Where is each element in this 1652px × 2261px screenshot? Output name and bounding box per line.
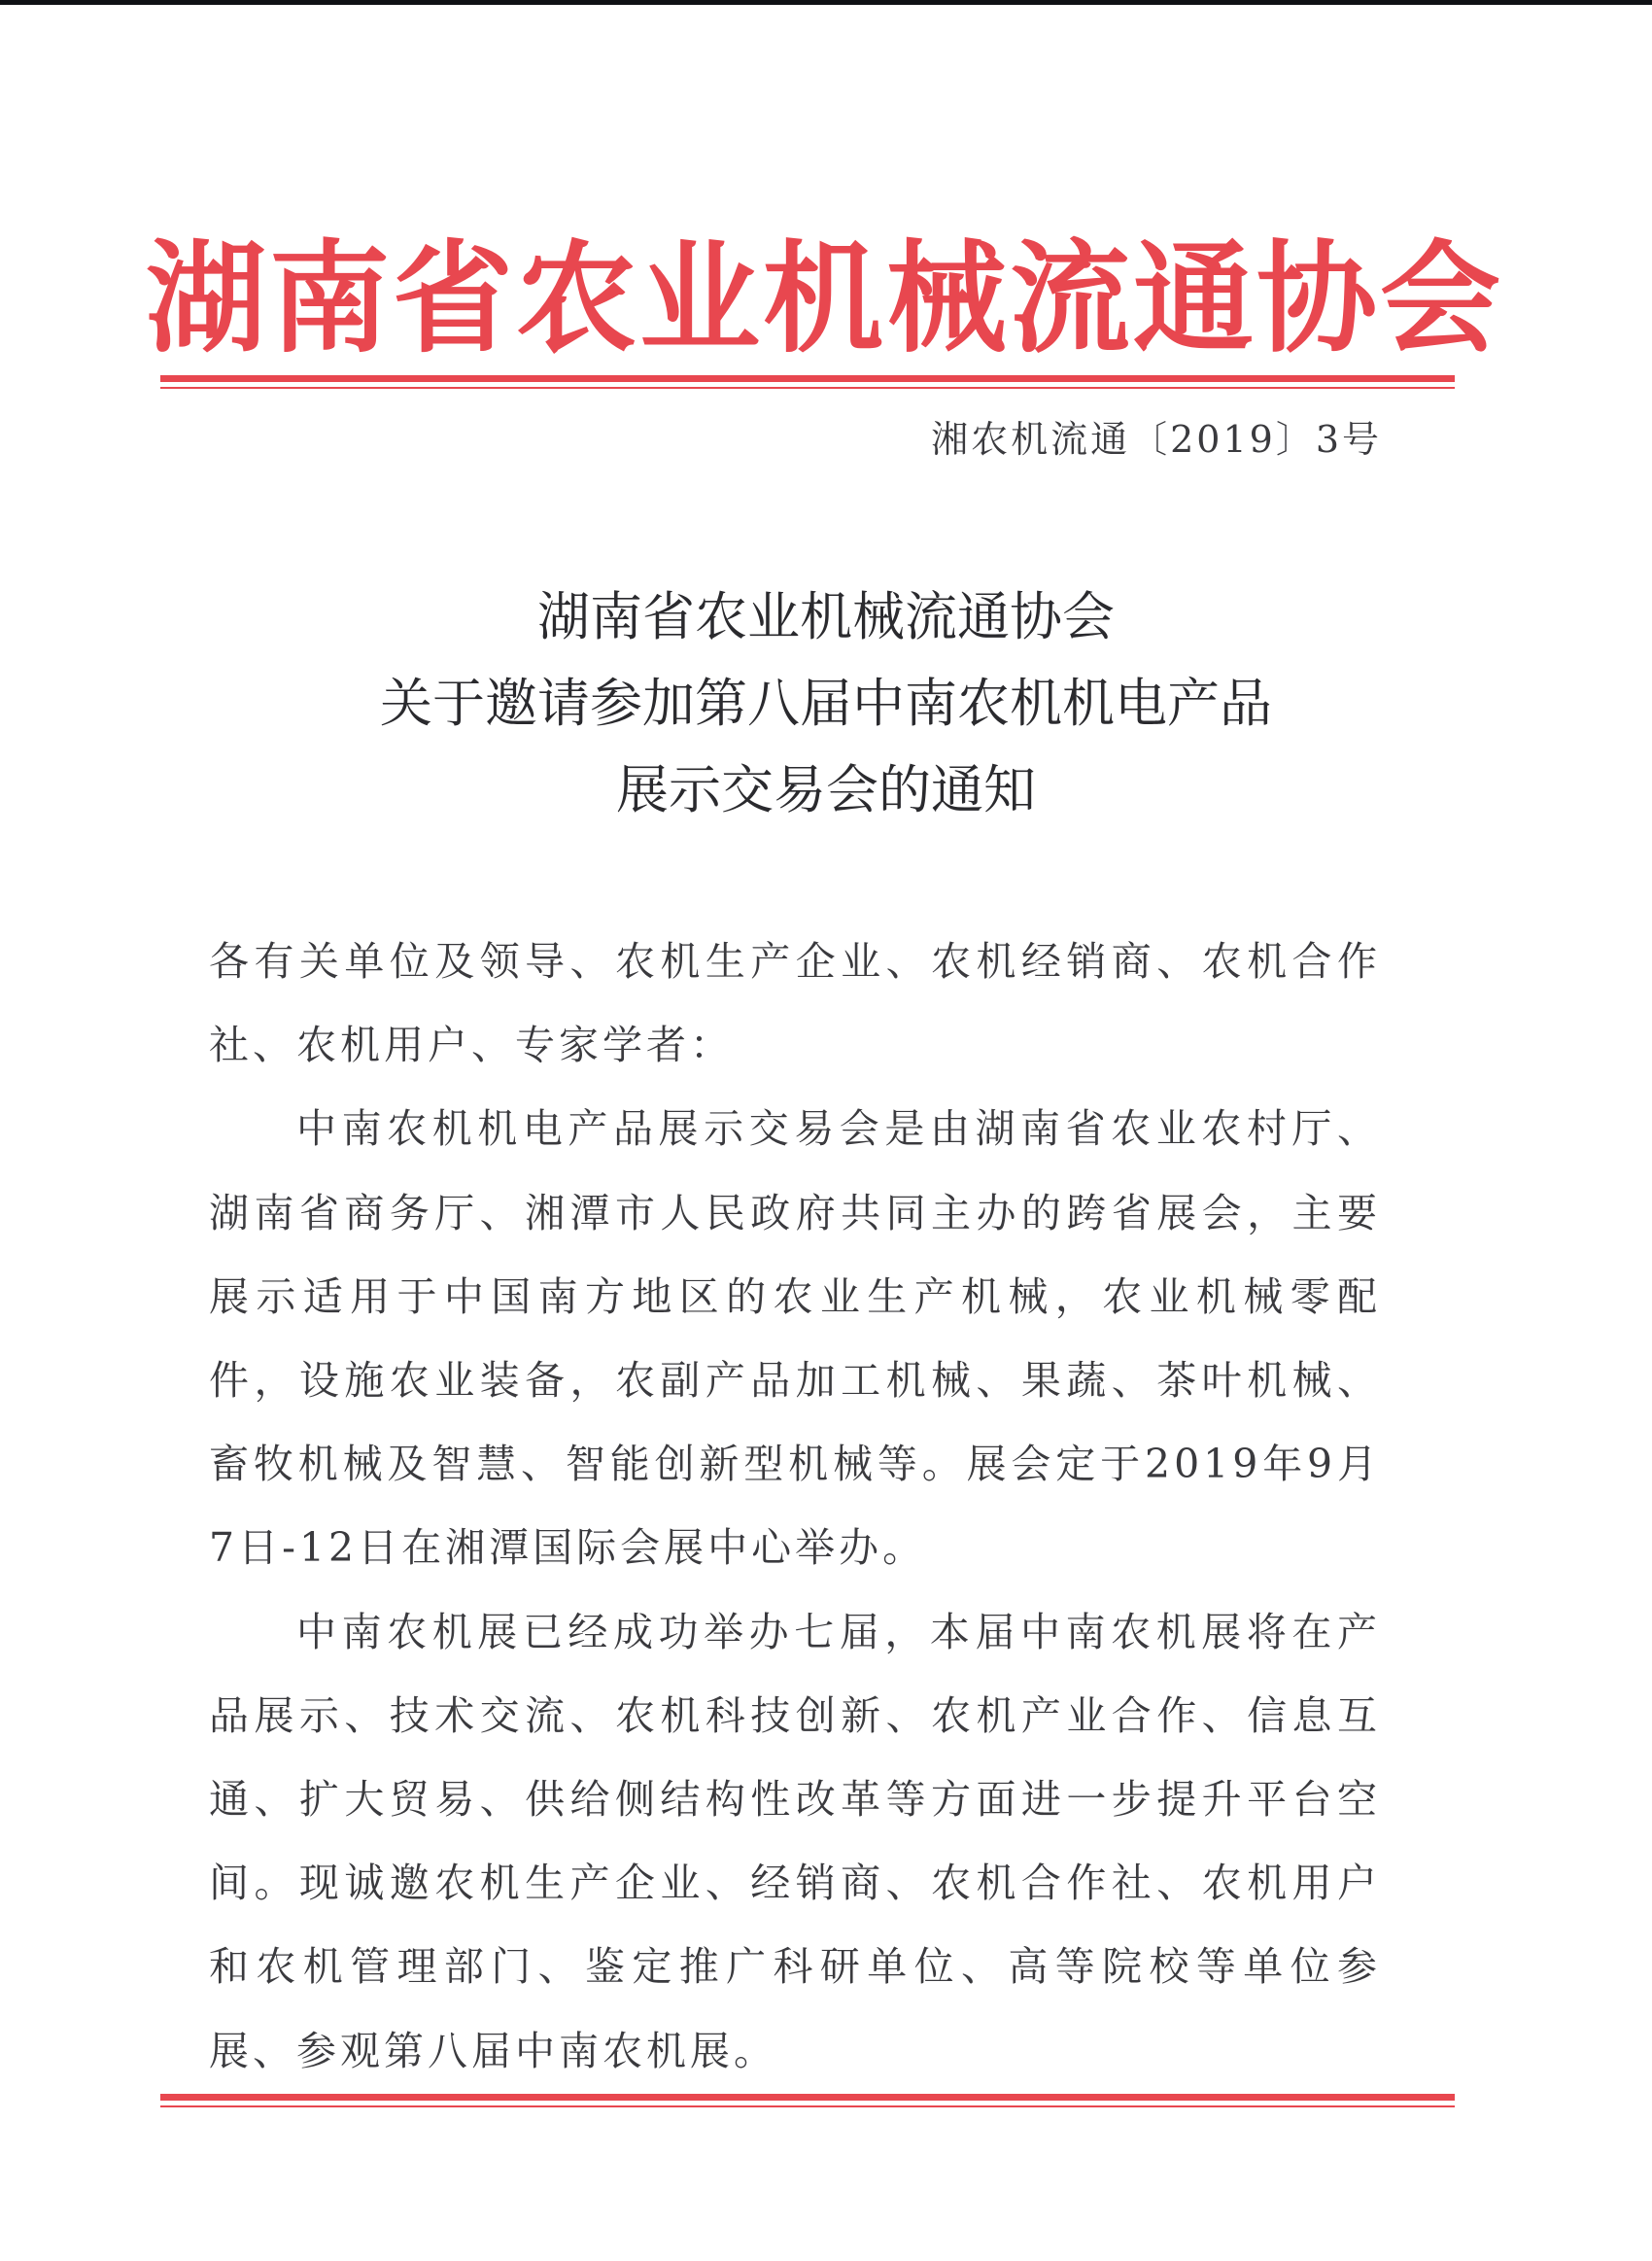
salutation: 各有关单位及领导、农机生产企业、农机经销商、农机合作社、农机用户、专家学者： (209, 938, 1381, 1069)
footer-red-rule (160, 2094, 1455, 2107)
notice-title-line: 湖南省农业机械流通协会 (537, 586, 1115, 647)
letterhead-org-name: 湖南省农业机械流通协会 (146, 229, 1504, 369)
red-rule-thin-line (160, 387, 1455, 389)
notice-body (209, 920, 1381, 2093)
body-paragraph: 中南农机机电产品展示交易会是由湖南省农业农村厅、湖南省商务厅、湘潭市人民政府共同主办的跨省展会，主要展示适用于中国南方地区的农业生产机械，农业机械零配件，设施农业装备，农副产品加工机械、果蔬、茶叶机械、畜牧机械及智慧、智能创新型机械等。展会定于2019年9月7日-12日在湘潭国际会展中心举办。 (209, 1105, 1381, 1572)
notice-title-line: 展示交易会的通知 (616, 759, 1036, 820)
red-rule-thin-line (160, 2105, 1455, 2107)
letterhead-red-rule (160, 375, 1455, 389)
document-number: 湘农机流通〔2019〕3号 (931, 418, 1382, 461)
body-paragraph: 中南农机展已经成功举办七届，本届中南农机展将在产品展示、技术交流、农机科技创新、农机产业合作、信息互通、扩大贸易、供给侧结构性改革等方面进一步提升平台空间。现诚邀农机生产企业、经销商、农机合作社、农机用户和农机管理部门、鉴定推广科研单位、高等院校等单位参展、参观第八届中南农机展。 (209, 1608, 1381, 2074)
red-rule-thick-line (160, 2094, 1455, 2101)
red-rule-thick-line (160, 375, 1455, 382)
notice-title-line: 关于邀请参加第八届中南农机机电产品 (380, 673, 1272, 734)
scan-edge (0, 0, 1652, 5)
notice-title (146, 574, 1506, 833)
